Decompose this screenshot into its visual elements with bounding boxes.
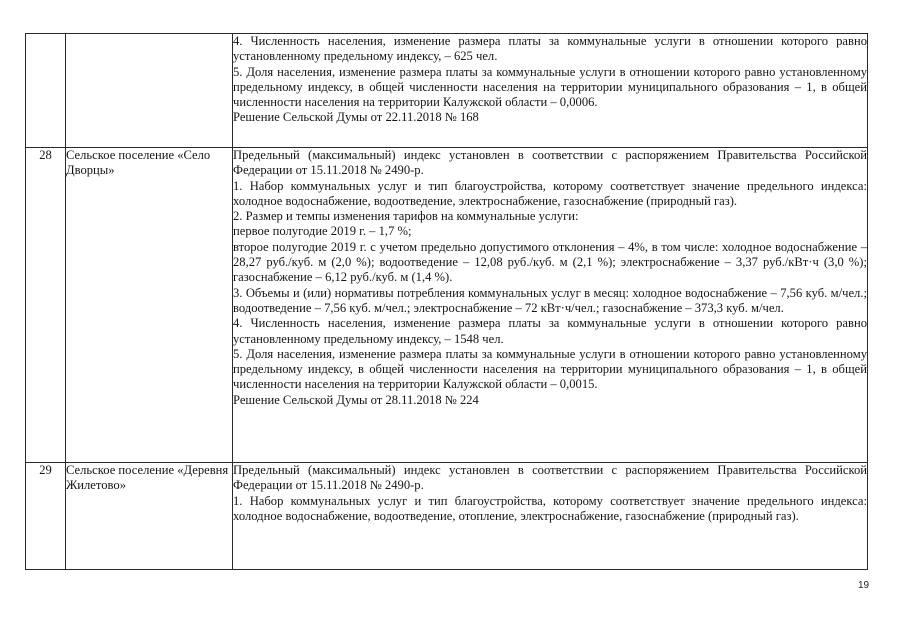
page-number: 19 <box>858 580 870 591</box>
paragraph: первое полугодие 2019 г. – 1,7 %; <box>233 224 412 239</box>
paragraph: Предельный (максимальный) индекс установлен в соответствии с распоряжением Правительства Российской Федерации от 15.11.2018 № 2490-р. <box>233 463 867 493</box>
row-description <box>233 148 868 463</box>
row-number <box>26 34 66 148</box>
paragraph: 1. Набор коммунальных услуг и тип благоустройства, которому соответствует значение предельного индекса: холодное водоснабжение, водоотведение, отопление, электроснабжение, газоснабжение (природный газ). <box>233 493 867 523</box>
row-description <box>233 463 868 570</box>
paragraph: 2. Размер и темпы изменения тарифов на коммунальные услуги: <box>233 209 579 224</box>
paragraph: 5. Доля населения, изменение размера платы за коммунальные услуги в отношении которого равно установленному предельному индексу, в общей численности населения на территории муниципального образования – 1, в общей численности населения на территории Калужской области – 0,0015. <box>233 346 867 392</box>
paragraph: 4. Численность населения, изменение размера платы за коммунальные услуги в отношении которого равно установленному предельному индексу, – 1548 чел. <box>233 316 867 346</box>
decision-reference: Решение Сельской Думы от 28.11.2018 № 224 <box>233 392 479 407</box>
table-row <box>26 34 868 148</box>
utilities-index-table <box>25 33 868 570</box>
decision-reference: Решение Сельской Думы от 22.11.2018 № 168 <box>233 110 479 125</box>
paragraph: 3. Объемы и (или) нормативы потребления коммунальных услуг в месяц: холодное водоснабжение – 7,56 куб. м/чел.; водоотведение – 7,56 куб. м/чел.; электроснабжение – 72 кВт·ч/чел.; газоснабжение – 373,3 куб. м/чел. <box>233 285 867 315</box>
municipality-name: Сельское поселение «Деревня Жилетово» <box>66 463 233 570</box>
municipality-name: Сельское поселение «Село Дворцы» <box>66 148 233 463</box>
municipality-name <box>66 34 233 148</box>
paragraph: 4. Численность населения, изменение размера платы за коммунальные услуги в отношении которого равно установленному предельному индексу, – 625 чел. <box>233 34 867 64</box>
row-number: 29 <box>26 463 66 570</box>
row-number: 28 <box>26 148 66 463</box>
paragraph: Предельный (максимальный) индекс установлен в соответствии с распоряжением Правительства Российской Федерации от 15.11.2018 № 2490-р. <box>233 148 867 178</box>
paragraph: 1. Набор коммунальных услуг и тип благоустройства, которому соответствует значение предельного индекса: холодное водоснабжение, водоотведение, электроснабжение, газоснабжение (природный газ). <box>233 178 867 208</box>
paragraph: второе полугодие 2019 г. с учетом предельно допустимого отклонения – 4%, в том числе: холодное водоснабжение – 28,27 руб./куб. м (2,0 %); водоотведение – 12,08 руб./куб. м (2,1 %); электроснабжение – 3,37 руб./кВт·ч (3,0 %); газоснабжение – 6,12 руб./куб. м (1,4 %). <box>233 239 867 285</box>
paragraph: 5. Доля населения, изменение размера платы за коммунальные услуги в отношении которого равно установленному предельному индексу, в общей численности населения на территории муниципального образования – 1, в общей численности населения на территории Калужской области – 0,0006. <box>233 64 867 110</box>
table-row <box>26 148 868 463</box>
row-description <box>233 34 868 148</box>
table-row <box>26 463 868 570</box>
